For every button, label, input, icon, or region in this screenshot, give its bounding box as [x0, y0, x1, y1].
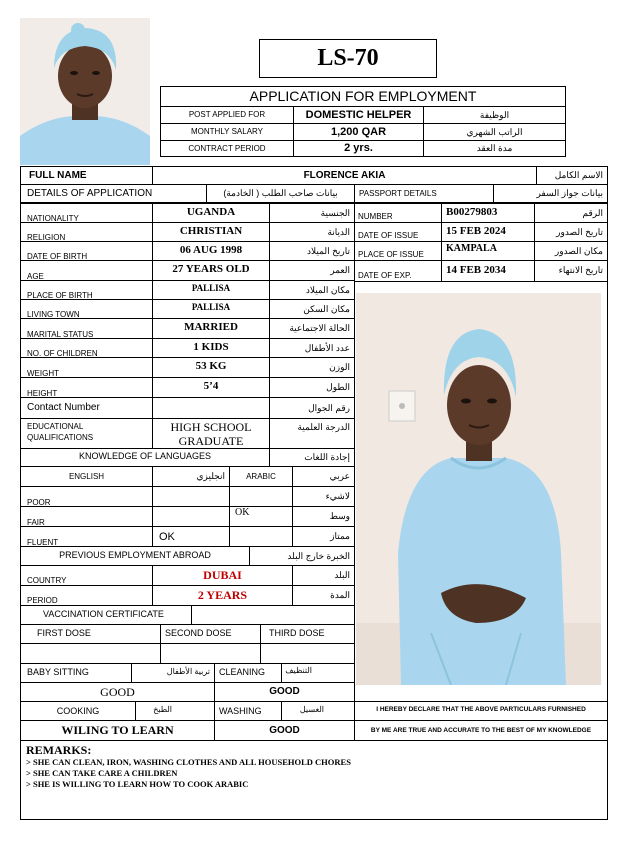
baby-sitting-label: BABY SITTING [20, 663, 132, 683]
declaration-line-2: BY ME ARE TRUE AND ACCURATE TO THE BEST OF MY KNOWLEDGE [354, 720, 608, 741]
personal-ar: الجنسية [269, 203, 355, 223]
country-ar: البلد [292, 565, 355, 586]
personal-label: PLACE OF BIRTH [20, 280, 153, 300]
post-ar: الوظيفة [423, 106, 566, 124]
personal-label: NO. OF CHILDREN [20, 338, 153, 358]
personal-ar: الطول [269, 377, 355, 398]
passport-header-label: PASSPORT DETAILS [354, 184, 494, 203]
fair-label: FAIR [20, 506, 153, 527]
cooking-ar: الطبخ [135, 701, 215, 721]
cooking-value: WILING TO LEARN [20, 720, 215, 741]
third-dose-label: THIRD DOSE [260, 624, 355, 644]
fluent-label: FLUENT [20, 526, 153, 547]
issue-place-value: KAMPALA [441, 241, 535, 261]
remarks-line: > SHE CAN CLEAN, IRON, WASHING CLOTHES AND ALL HOUSEHOLD CHORES [26, 757, 351, 767]
passport-header-ar: بيانات جواز السفر [493, 184, 608, 203]
vaccination-header-blank [191, 605, 355, 625]
passport-number-ar: الرقم [534, 203, 608, 223]
third-dose-value [260, 643, 355, 664]
personal-ar: مكان السكن [269, 299, 355, 319]
employment-header-ar: الخبرة خارج البلد [249, 546, 355, 566]
full-name-label: FULL NAME [20, 166, 153, 185]
details-label: DETAILS OF APPLICATION [20, 184, 207, 203]
personal-label: MARITAL STATUS [20, 318, 153, 339]
arabic-ar: عربي [292, 466, 355, 487]
salary-ar: الراتب الشهري [423, 123, 566, 141]
exp-date-ar: تاريخ الانتهاء [534, 260, 608, 282]
cleaning-value: GOOD [214, 682, 355, 702]
issue-date-value: 15 FEB 2024 [441, 222, 535, 242]
personal-label: Contact Number [20, 397, 153, 419]
cleaning-label: CLEANING [214, 663, 282, 683]
issue-date-label: DATE OF ISSUE [354, 222, 442, 242]
contract-label: CONTRACT PERIOD [160, 140, 294, 157]
personal-value: MARRIED [152, 318, 270, 339]
fair-ar: وسط [292, 506, 355, 527]
personal-label: NATIONALITY [20, 203, 153, 223]
washing-label: WASHING [214, 701, 282, 721]
fair-arabic-value: OK [229, 506, 293, 527]
full-body-photo [356, 293, 601, 685]
remarks-section [26, 743, 602, 817]
languages-header: KNOWLEDGE OF LANGUAGES [20, 448, 270, 467]
personal-value: 06 AUG 1998 [152, 241, 270, 261]
remarks-line: > SHE IS WILLING TO LEARN HOW TO COOK ARABIC [26, 779, 249, 789]
personal-label: HEIGHT [20, 377, 153, 398]
fair-english-cell [152, 506, 230, 527]
personal-value: CHRISTIAN [152, 222, 270, 242]
personal-ar: مكان الميلاد [269, 280, 355, 300]
education-value: HIGH SCHOOL GRADUATE [152, 418, 270, 449]
washing-ar: الغسيل [281, 701, 355, 721]
fluent-arabic-cell [229, 526, 293, 547]
exp-date-label: DATE OF EXP. [354, 260, 442, 282]
second-dose-label: SECOND DOSE [160, 624, 261, 644]
contract-ar: مدة العقد [423, 140, 566, 157]
salary-label: MONTHLY SALARY [160, 123, 294, 141]
personal-ar: الحالة الاجتماعية [269, 318, 355, 339]
personal-ar: رقم الجوال [269, 397, 355, 419]
personal-label: RELIGION [20, 222, 153, 242]
personal-ar: العمر [269, 260, 355, 281]
washing-value: GOOD [214, 720, 355, 741]
full-name-ar: الاسم الكامل [536, 166, 608, 185]
country-value: DUBAI [152, 565, 293, 586]
passport-number-label: NUMBER [354, 203, 442, 223]
personal-value: PALLISA [152, 280, 270, 300]
passport-number-value: B00279803 [441, 203, 535, 223]
education-label: EDUCATIONAL QUALIFICATIONS [20, 418, 153, 449]
declaration-line-1: I HEREBY DECLARE THAT THE ABOVE PARTICULARS FURNISHED [354, 701, 608, 721]
poor-label: POOR [20, 486, 153, 507]
reference-code: LS-70 [317, 45, 379, 71]
personal-label: DATE OF BIRTH [20, 241, 153, 261]
reference-code-box [259, 39, 437, 78]
first-dose-label: FIRST DOSE [20, 624, 161, 644]
first-dose-value [20, 643, 161, 664]
baby-sitting-value: GOOD [20, 682, 215, 702]
full-name-value: FLORENCE AKIA [152, 166, 537, 185]
personal-value: PALLISA [152, 299, 270, 319]
poor-english-cell [152, 486, 230, 507]
employment-header: PREVIOUS EMPLOYMENT ABROAD [20, 546, 250, 566]
baby-sitting-ar: تربية الأطفال [131, 663, 215, 683]
cleaning-ar: التنظيف [281, 663, 355, 683]
poor-arabic-cell [229, 486, 293, 507]
country-label: COUNTRY [20, 565, 153, 586]
personal-ar: عدد الأطفال [269, 338, 355, 358]
cooking-label: COOKING [20, 701, 136, 721]
personal-label: LIVING TOWN [20, 299, 153, 319]
personal-ar: الوزن [269, 357, 355, 378]
english-ar: انجليزي [152, 466, 230, 487]
personal-value: 27 YEARS OLD [152, 260, 270, 281]
personal-label: WEIGHT [20, 357, 153, 378]
post-value: DOMESTIC HELPER [293, 106, 424, 124]
period-label: PERIOD [20, 585, 153, 606]
issue-place-ar: مكان الصدور [534, 241, 608, 261]
issue-date-ar: تاريخ الصدور [534, 222, 608, 242]
post-label: POST APPLIED FOR [160, 106, 294, 124]
arabic-label: ARABIC [229, 466, 293, 487]
fluent-ar: ممتاز [292, 526, 355, 547]
second-dose-value [160, 643, 261, 664]
education-ar: الدرجة العلمية [269, 418, 355, 449]
english-label: ENGLISH [20, 466, 153, 487]
details-ar: بيانات صاحب الطلب ( الخادمة) [206, 184, 355, 203]
vaccination-header: VACCINATION CERTIFICATE [20, 605, 192, 625]
fluent-english-value: OK [152, 526, 230, 547]
personal-value: 1 KIDS [152, 338, 270, 358]
issue-place-label: PLACE OF ISSUE [354, 241, 442, 261]
personal-ar: تاريخ الميلاد [269, 241, 355, 261]
form-title: APPLICATION FOR EMPLOYMENT [160, 86, 566, 107]
poor-ar: لاشيء [292, 486, 355, 507]
languages-header-ar: إجادة اللغات [269, 448, 355, 467]
personal-label: AGE [20, 260, 153, 281]
personal-ar: الديانة [269, 222, 355, 242]
period-ar: المدة [292, 585, 355, 606]
personal-value: 53 KG [152, 357, 270, 378]
remarks-line: > SHE CAN TAKE CARE A CHILDREN [26, 768, 178, 778]
salary-value: 1,200 QAR [293, 123, 424, 141]
exp-date-value: 14 FEB 2034 [441, 260, 535, 282]
contract-value: 2 yrs. [293, 140, 424, 157]
personal-value: UGANDA [152, 203, 270, 223]
personal-value [152, 397, 270, 419]
period-value: 2 YEARS [152, 585, 293, 606]
remarks-title: REMARKS: [26, 743, 92, 757]
personal-value: 5’4 [152, 377, 270, 398]
headshot-photo [20, 18, 150, 165]
